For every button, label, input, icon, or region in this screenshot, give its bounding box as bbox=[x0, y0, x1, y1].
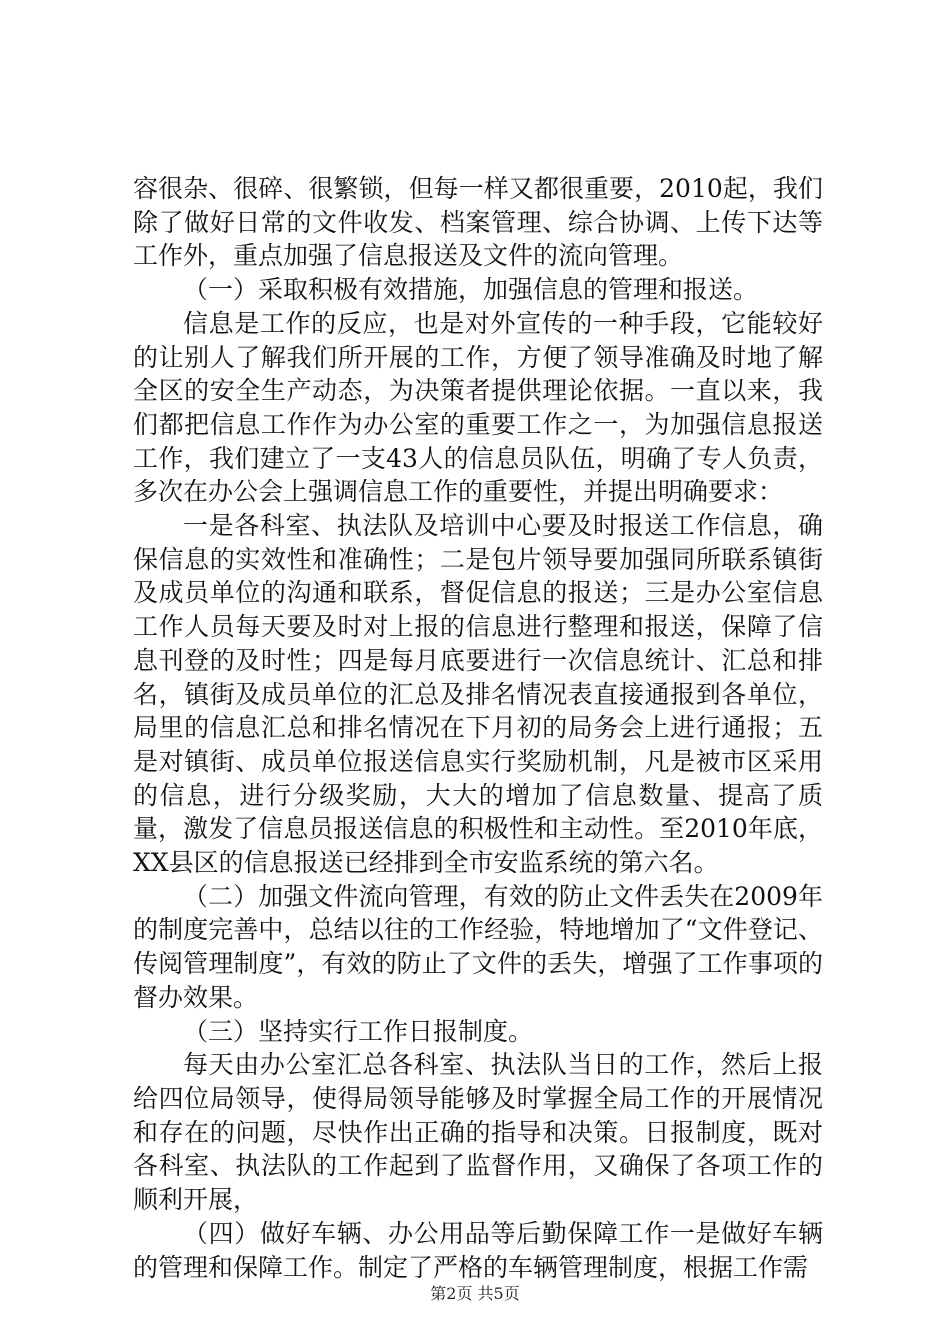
section-heading-1: （一）采取积极有效措施，加强信息的管理和报送。 bbox=[183, 275, 759, 305]
paragraph: 每天由办公室汇总各科室、执法队当日的工作，然后上报给四位局领导，使得局领导能够及时掌握全局工作的开展情况和存在的问题，尽快作出正确的指导和决策。日报制度，既对各科室、执法队的工作起到了监督作用，又确保了各项工作的顺利开展， bbox=[133, 1050, 823, 1215]
section-heading-2: （二）加强文件流向管理，有效的防止文件丢失在2009年的制度完善中，总结以往的工作经验，特地增加了“文件登记、传阅管理制度”，有效的防止了文件的丢失，增强了工作事项的督办效果。 bbox=[133, 881, 823, 1012]
paragraph-continued: 容很杂、很碎、很繁锁，但每一样又都很重要，2010起，我们除了做好日常的文件收发、档案管理、综合协调、上传下达等工作外，重点加强了信息报送及文件的流向管理。 bbox=[133, 174, 823, 271]
paragraph: 一是各科室、执法队及培训中心要及时报送工作信息，确保信息的实效性和准确性；二是包片领导要加强同所联系镇街及成员单位的沟通和联系，督促信息的报送；三是办公室信息工作人员每天要及时对上报的信息进行整理和报送，保障了信息刊登的及时性；四是每月底要进行一次信息统计、汇总和排名，镇街及成员单位的汇总及排名情况表直接通报到各单位，局里的信息汇总和排名情况在下月初的局务会上进行通报；五是对镇街、成员单位报送信息实行奖励机制，凡是被市区采用的信息，进行分级奖励，大大的增加了信息数量、提高了质量，激发了信息员报送信息的积极性和主动性。至2010年底，XX县区的信息报送已经排到全市安监系统的第六名。 bbox=[133, 511, 823, 878]
page-footer bbox=[0, 1281, 950, 1304]
paragraph: 信息是工作的反应，也是对外宣传的一种手段，它能较好的让别人了解我们所开展的工作，方便了领导准确及时地了解全区的安全生产动态，为决策者提供理论依据。一直以来，我们都把信息工作作为办公室的重要工作之一，为加强信息报送工作，我们建立了一支43人的信息员队伍，明确了专人负责，多次在办公会上强调信息工作的重要性，并提出明确要求： bbox=[133, 308, 823, 507]
section-heading-4: （四）做好车辆、办公用品等后勤保障工作一是做好车辆的管理和保障工作。制定了严格的车辆管理制度，根据工作需 bbox=[133, 1218, 823, 1282]
page-number: 第2页 共5页 bbox=[430, 1284, 520, 1303]
section-heading-3: （三）坚持实行工作日报制度。 bbox=[183, 1016, 534, 1046]
body-text bbox=[133, 172, 823, 1284]
